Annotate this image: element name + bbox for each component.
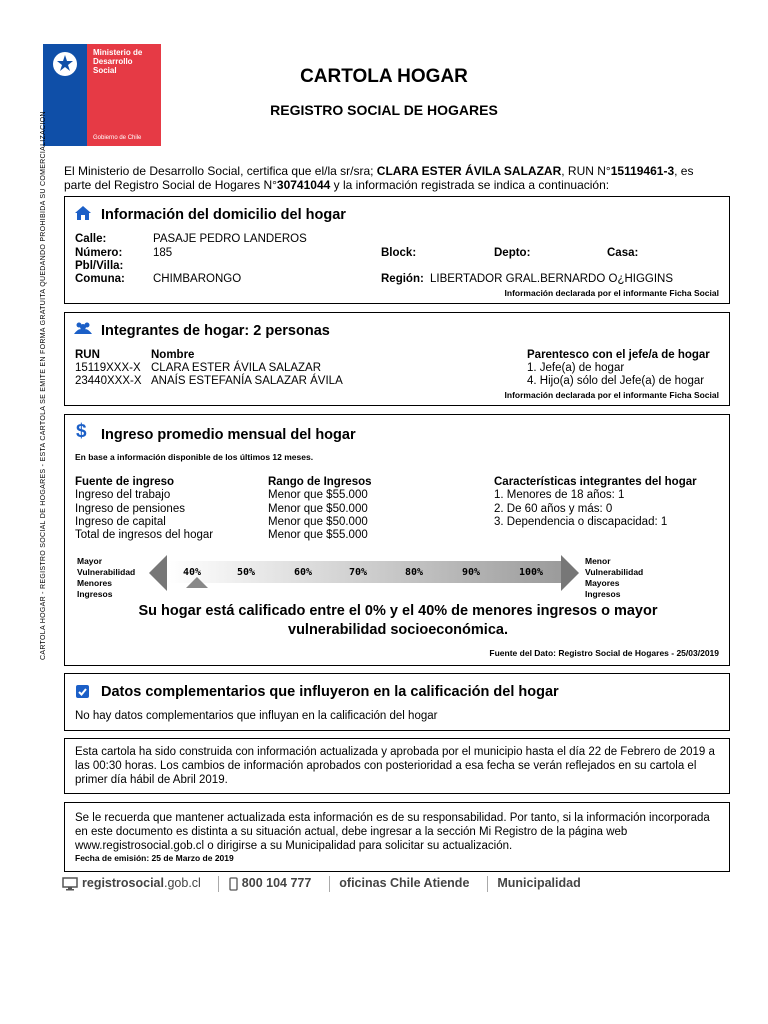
footer-divider: [487, 876, 488, 892]
member-relation: 1. Jefe(a) de hogar: [527, 362, 625, 374]
fuente-item: Total de ingresos del hogar: [75, 529, 214, 541]
integrantes-title: Integrantes de hogar: 2 personas: [101, 323, 330, 339]
domicilio-section: [64, 196, 730, 304]
fuente-item: Ingreso de capital: [75, 516, 166, 528]
intro-text-1: El Ministerio de Desarrollo Social, certifica que el/la sr/sra;: [64, 164, 377, 178]
footer-web-domain[interactable]: .gob.cl: [163, 876, 201, 891]
complementarios-text: No hay datos complementarios que influyan en la calificación del hogar: [75, 710, 438, 722]
logo-line3: Social: [93, 66, 117, 75]
qualification-result: Su hogar está calificado entre el 0% y el 40% de menores ingresos o mayor vulnerabilidad socioeconómica.: [138, 603, 658, 638]
intro-name: CLARA ESTER ÁVILA SALAZAR: [376, 164, 562, 178]
scale-left-label: [77, 556, 135, 600]
percentile-label: 60%: [294, 567, 313, 578]
block-label: Block:: [381, 247, 417, 259]
footer-municipalidad[interactable]: Municipalidad: [497, 876, 581, 891]
page-subtitle: REGISTRO SOCIAL DE HOGARES: [270, 102, 498, 118]
scale-left-label-line: Mayor: [77, 556, 103, 566]
ingreso-section: [64, 414, 730, 666]
domicilio-title: Información del domicilio del hogar: [101, 207, 346, 223]
scale-left-label-line: Menores: [77, 578, 112, 588]
member-run: 15119XXX-X: [75, 362, 141, 374]
checkbox-checked-icon: [76, 685, 89, 698]
scale-right-label-line: Menor: [585, 556, 611, 566]
ingreso-title: Ingreso promedio mensual del hogar: [101, 427, 356, 443]
carac-item: 2. De 60 años y más: 0: [494, 503, 613, 515]
percentile-label: 70%: [349, 567, 368, 578]
percentile-label: 40%: [183, 567, 202, 578]
emission-date: Fecha de emisión: 25 de Marzo de 2019: [75, 853, 234, 863]
page-title: CARTOLA HOGAR: [300, 66, 468, 87]
region-value: LIBERTADOR GRAL.BERNARDO O¿HIGGINS: [430, 273, 674, 285]
logo-line1: Ministerio de: [93, 48, 143, 57]
scale-right-label-line: Ingresos: [585, 589, 621, 599]
col-rango: Rango de Ingresos: [268, 476, 372, 488]
footer-web-main[interactable]: registrosocial: [82, 876, 164, 891]
update-note-text: Esta cartola ha sido construida con información actualizada y aprobada por el municipio hasta el día 22 de Febrero de 2019 a las 00:30 horas. Los cambios de información aprobados con posterioridad a esa fecha se verán reflejados en su cartola el primer día hábil de Abril 2019.: [75, 746, 715, 786]
data-source: Fuente del Dato: Registro Social de Hogares - 25/03/2019: [489, 648, 719, 658]
col-run: RUN: [75, 349, 100, 361]
scale-left-arrow: [149, 555, 167, 591]
position-marker-icon: [186, 577, 208, 588]
integrantes-note: Información declarada por el informante Ficha Social: [504, 390, 719, 400]
integrantes-section: [64, 312, 730, 406]
home-icon: [75, 206, 91, 220]
col-fuente: Fuente de ingreso: [75, 476, 175, 488]
scale-left-label-line: Vulnerabilidad: [77, 567, 136, 577]
footer-divider: [218, 876, 219, 892]
comuna-value: CHIMBARONGO: [153, 273, 242, 285]
member-run: 23440XXX-X: [75, 375, 142, 387]
responsibility-text: Se le recuerda que mantener actualizada esta información es de su responsabilidad. Por tanto, si la información incorporada en este documento es distinta a su situación actual, debe ingresar a la sección Mi Registro de la página web www.registrosocial.gob.cl o dirigirse a su Municipalidad para solicitar su actualización.: [75, 812, 710, 852]
region-label: Región:: [381, 273, 424, 285]
scale-right-label-line: Vulnerabilidad: [585, 567, 644, 577]
ingreso-basis: En base a información disponible de los últimos 12 meses.: [75, 452, 314, 462]
percentile-label: 50%: [237, 567, 256, 578]
users-icon: [74, 322, 92, 335]
intro-registry-number: 30741044: [276, 178, 331, 192]
logo-bottom: Gobierno de Chile: [93, 135, 142, 141]
member-name: CLARA ESTER ÁVILA SALAZAR: [151, 362, 322, 374]
col-nombre: Nombre: [151, 349, 195, 361]
carac-item: 3. Dependencia o discapacidad: 1: [494, 516, 668, 528]
dollar-icon: $: [76, 421, 87, 442]
col-caracteristicas: Características integrantes del hogar: [494, 476, 697, 488]
numero-value: 185: [153, 247, 173, 259]
pbl-label: Pbl/Villa:: [75, 260, 124, 272]
casa-label: Casa:: [607, 247, 639, 259]
intro-text-3: , es parte del Registro Social de Hogares N°: [64, 164, 694, 192]
phone-icon: [229, 877, 238, 891]
numero-label: Número:: [75, 247, 123, 259]
fuente-item: Ingreso del trabajo: [75, 489, 171, 501]
complementarios-title: Datos complementarios que influyeron en la calificación del hogar: [101, 684, 559, 700]
footer-phone[interactable]: 800 104 777: [241, 876, 312, 891]
rango-item: Menor que $55.000: [268, 489, 368, 501]
intro-paragraph: [64, 164, 724, 192]
update-note-section: [64, 738, 730, 794]
rango-item: Menor que $50.000: [268, 516, 368, 528]
scale-left-label-line: Ingresos: [77, 589, 113, 599]
intro-run: 15119461-3: [610, 164, 675, 178]
rango-item: Menor que $55.000: [268, 529, 368, 541]
rango-item: Menor que $50.000: [268, 503, 368, 515]
percentile-label: 90%: [462, 567, 481, 578]
monitor-icon: [62, 877, 78, 891]
ministry-logo: [43, 44, 161, 146]
logo-line2: Desarrollo: [93, 57, 133, 66]
fuente-item: Ingreso de pensiones: [75, 503, 185, 515]
carac-item: 1. Menores de 18 años: 1: [494, 489, 625, 501]
col-parentesco: Parentesco con el jefe/a de hogar: [527, 349, 710, 361]
complementarios-section: [64, 673, 730, 731]
footer-bar: [62, 876, 587, 892]
comuna-label: Comuna:: [75, 273, 125, 285]
scale-right-label: [585, 556, 643, 600]
scale-right-arrow: [561, 555, 579, 591]
intro-text-2: , RUN N°: [561, 164, 611, 178]
calle-label: Calle:: [75, 233, 107, 245]
calle-value: PASAJE PEDRO LANDEROS: [153, 233, 307, 245]
member-relation: 4. Hijo(a) sólo del Jefe(a) de hogar: [527, 375, 705, 387]
percentile-label: 100%: [519, 567, 544, 578]
footer-divider: [329, 876, 330, 892]
intro-text-4: y la información registrada se indica a continuación:: [330, 178, 610, 192]
responsibility-section: [64, 802, 730, 872]
member-name: ANAÍS ESTEFANÍA SALAZAR ÁVILA: [151, 375, 343, 387]
side-disclaimer: CARTOLA HOGAR - REGISTRO SOCIAL DE HOGARES - ESTA CARTOLA SE EMITE EN FORMA GRATUITA QUEDANDO PROHIBIDA SU COMERCIALIZACION: [40, 111, 47, 660]
footer-oficinas[interactable]: oficinas Chile Atiende: [339, 876, 470, 891]
domicilio-note: Información declarada por el informante Ficha Social: [504, 288, 719, 298]
scale-right-label-line: Mayores: [585, 578, 620, 588]
depto-label: Depto:: [494, 247, 531, 259]
percentile-label: 80%: [405, 567, 424, 578]
